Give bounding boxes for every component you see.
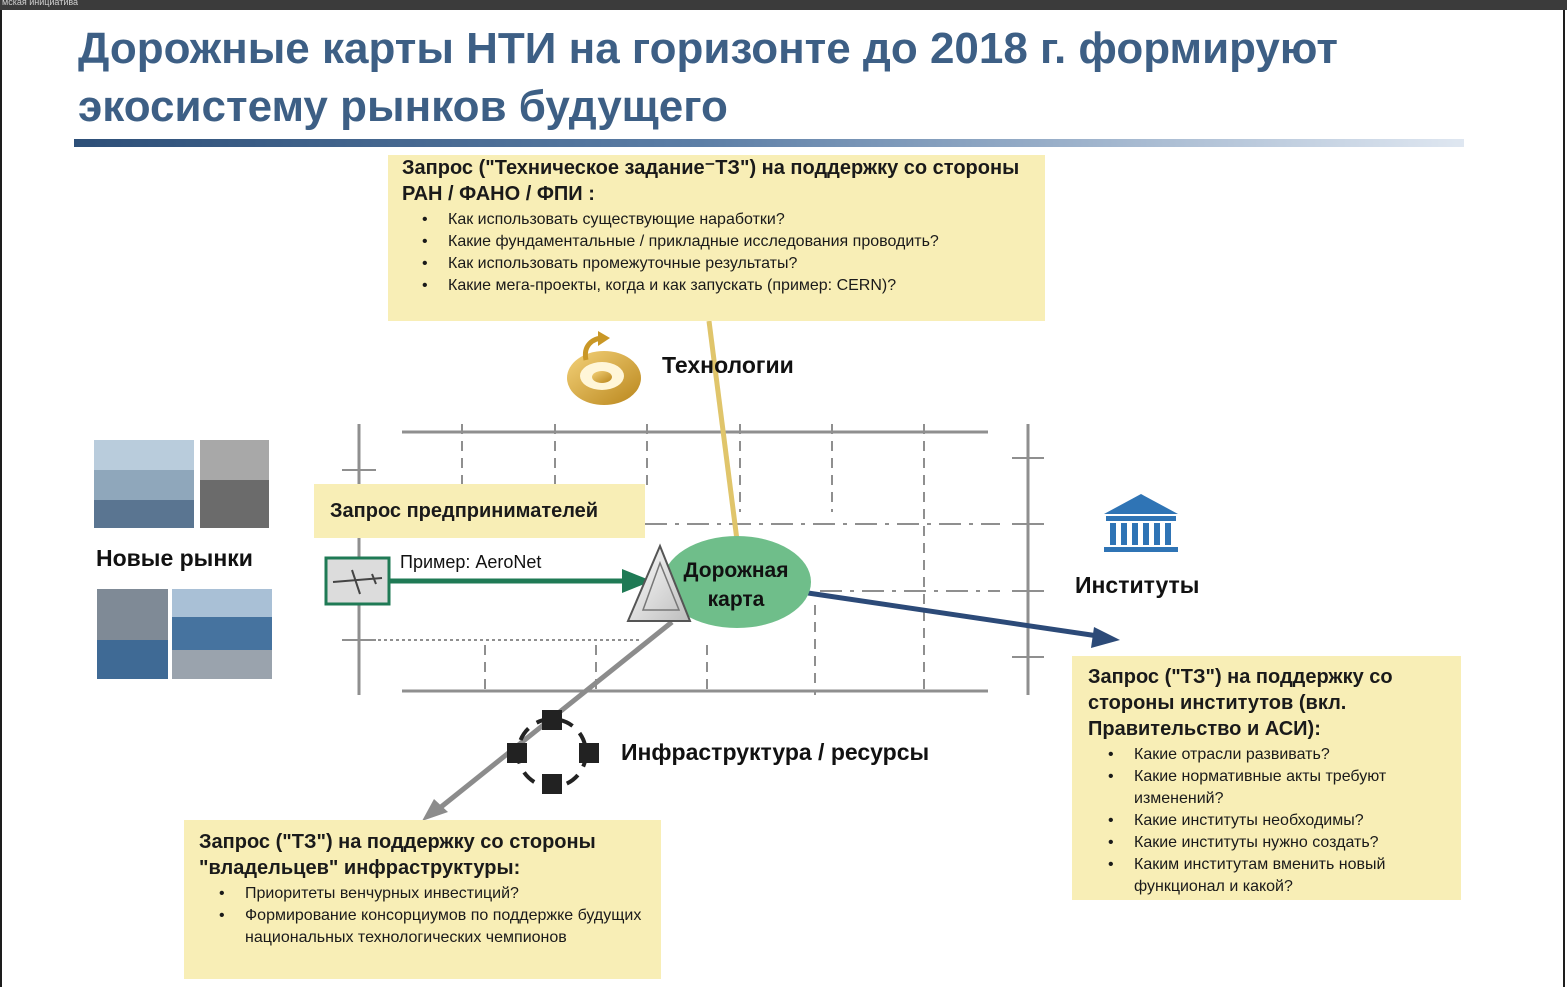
institutes-request-heading: Запрос ("ТЗ") на поддержку со стороны институтов (вкл. Правительство и АСИ): — [1088, 666, 1393, 740]
aeronet-example-label: Пример: AeroNet — [400, 552, 542, 572]
list-item: • Формирование консорциумов по поддержке будущих национальных технологических чемпионов — [219, 907, 642, 946]
ras-request-list — [402, 209, 1045, 297]
infrastructure-request-list — [199, 883, 651, 949]
technologies-label: Технологии — [662, 352, 794, 378]
infrastructure-label: Инфраструктура / ресурсы — [621, 739, 930, 765]
institutes-request-box — [1072, 656, 1461, 900]
list-item: • Какие мега-проекты, когда и как запускать (пример: CERN)? — [422, 277, 897, 294]
slide-title: Дорожные карты НТИ на горизонте до 2018 г. формируют экосистему рынков будущего — [78, 24, 1338, 131]
list-item: • Какие фундаментальные / прикладные исследования проводить? — [422, 233, 939, 250]
drone-icon — [326, 558, 389, 604]
institution-icon — [1104, 494, 1178, 552]
institutes-arrowhead — [1091, 627, 1120, 648]
list-item: • Приоритеты венчурных инвестиций? — [219, 885, 519, 902]
list-item: • Какие институты нужно создать? — [1108, 834, 1379, 851]
infrastructure-request-box — [184, 820, 661, 979]
ras-request-heading: Запрос ("Техническое задание⁻ТЗ") на поддержку со стороны РАН / ФАНО / ФПИ : — [402, 157, 1020, 205]
list-item: • Каким институтам вменить новый функционал и какой? — [1108, 856, 1386, 895]
institutes-label: Институты — [1075, 572, 1200, 598]
roadmap-label: Дорожная карта — [683, 559, 789, 611]
ras-request-box — [388, 155, 1045, 321]
infrastructure-network-icon — [507, 710, 599, 794]
window-top-bar-text: мская инициатива — [2, 0, 79, 7]
list-item: • Как использовать существующие наработки? — [422, 211, 785, 228]
new-markets-label: Новые рынки — [96, 545, 253, 571]
list-item: • Какие нормативные акты требуют изменений? — [1108, 768, 1387, 807]
tech-gear-icon — [567, 331, 641, 405]
list-item: • Как использовать промежуточные результаты? — [422, 255, 798, 272]
list-item: • Какие институты необходимы? — [1108, 812, 1364, 829]
institutes-arrow — [808, 593, 1098, 636]
infrastructure-request-heading: Запрос ("ТЗ") на поддержку со стороны "владельцев" инфраструктуры: — [199, 831, 596, 879]
entrepreneurs-request-box: Запрос предпринимателей — [314, 484, 645, 538]
institutes-request-list — [1088, 744, 1451, 898]
list-item: • Какие отрасли развивать? — [1108, 746, 1330, 763]
